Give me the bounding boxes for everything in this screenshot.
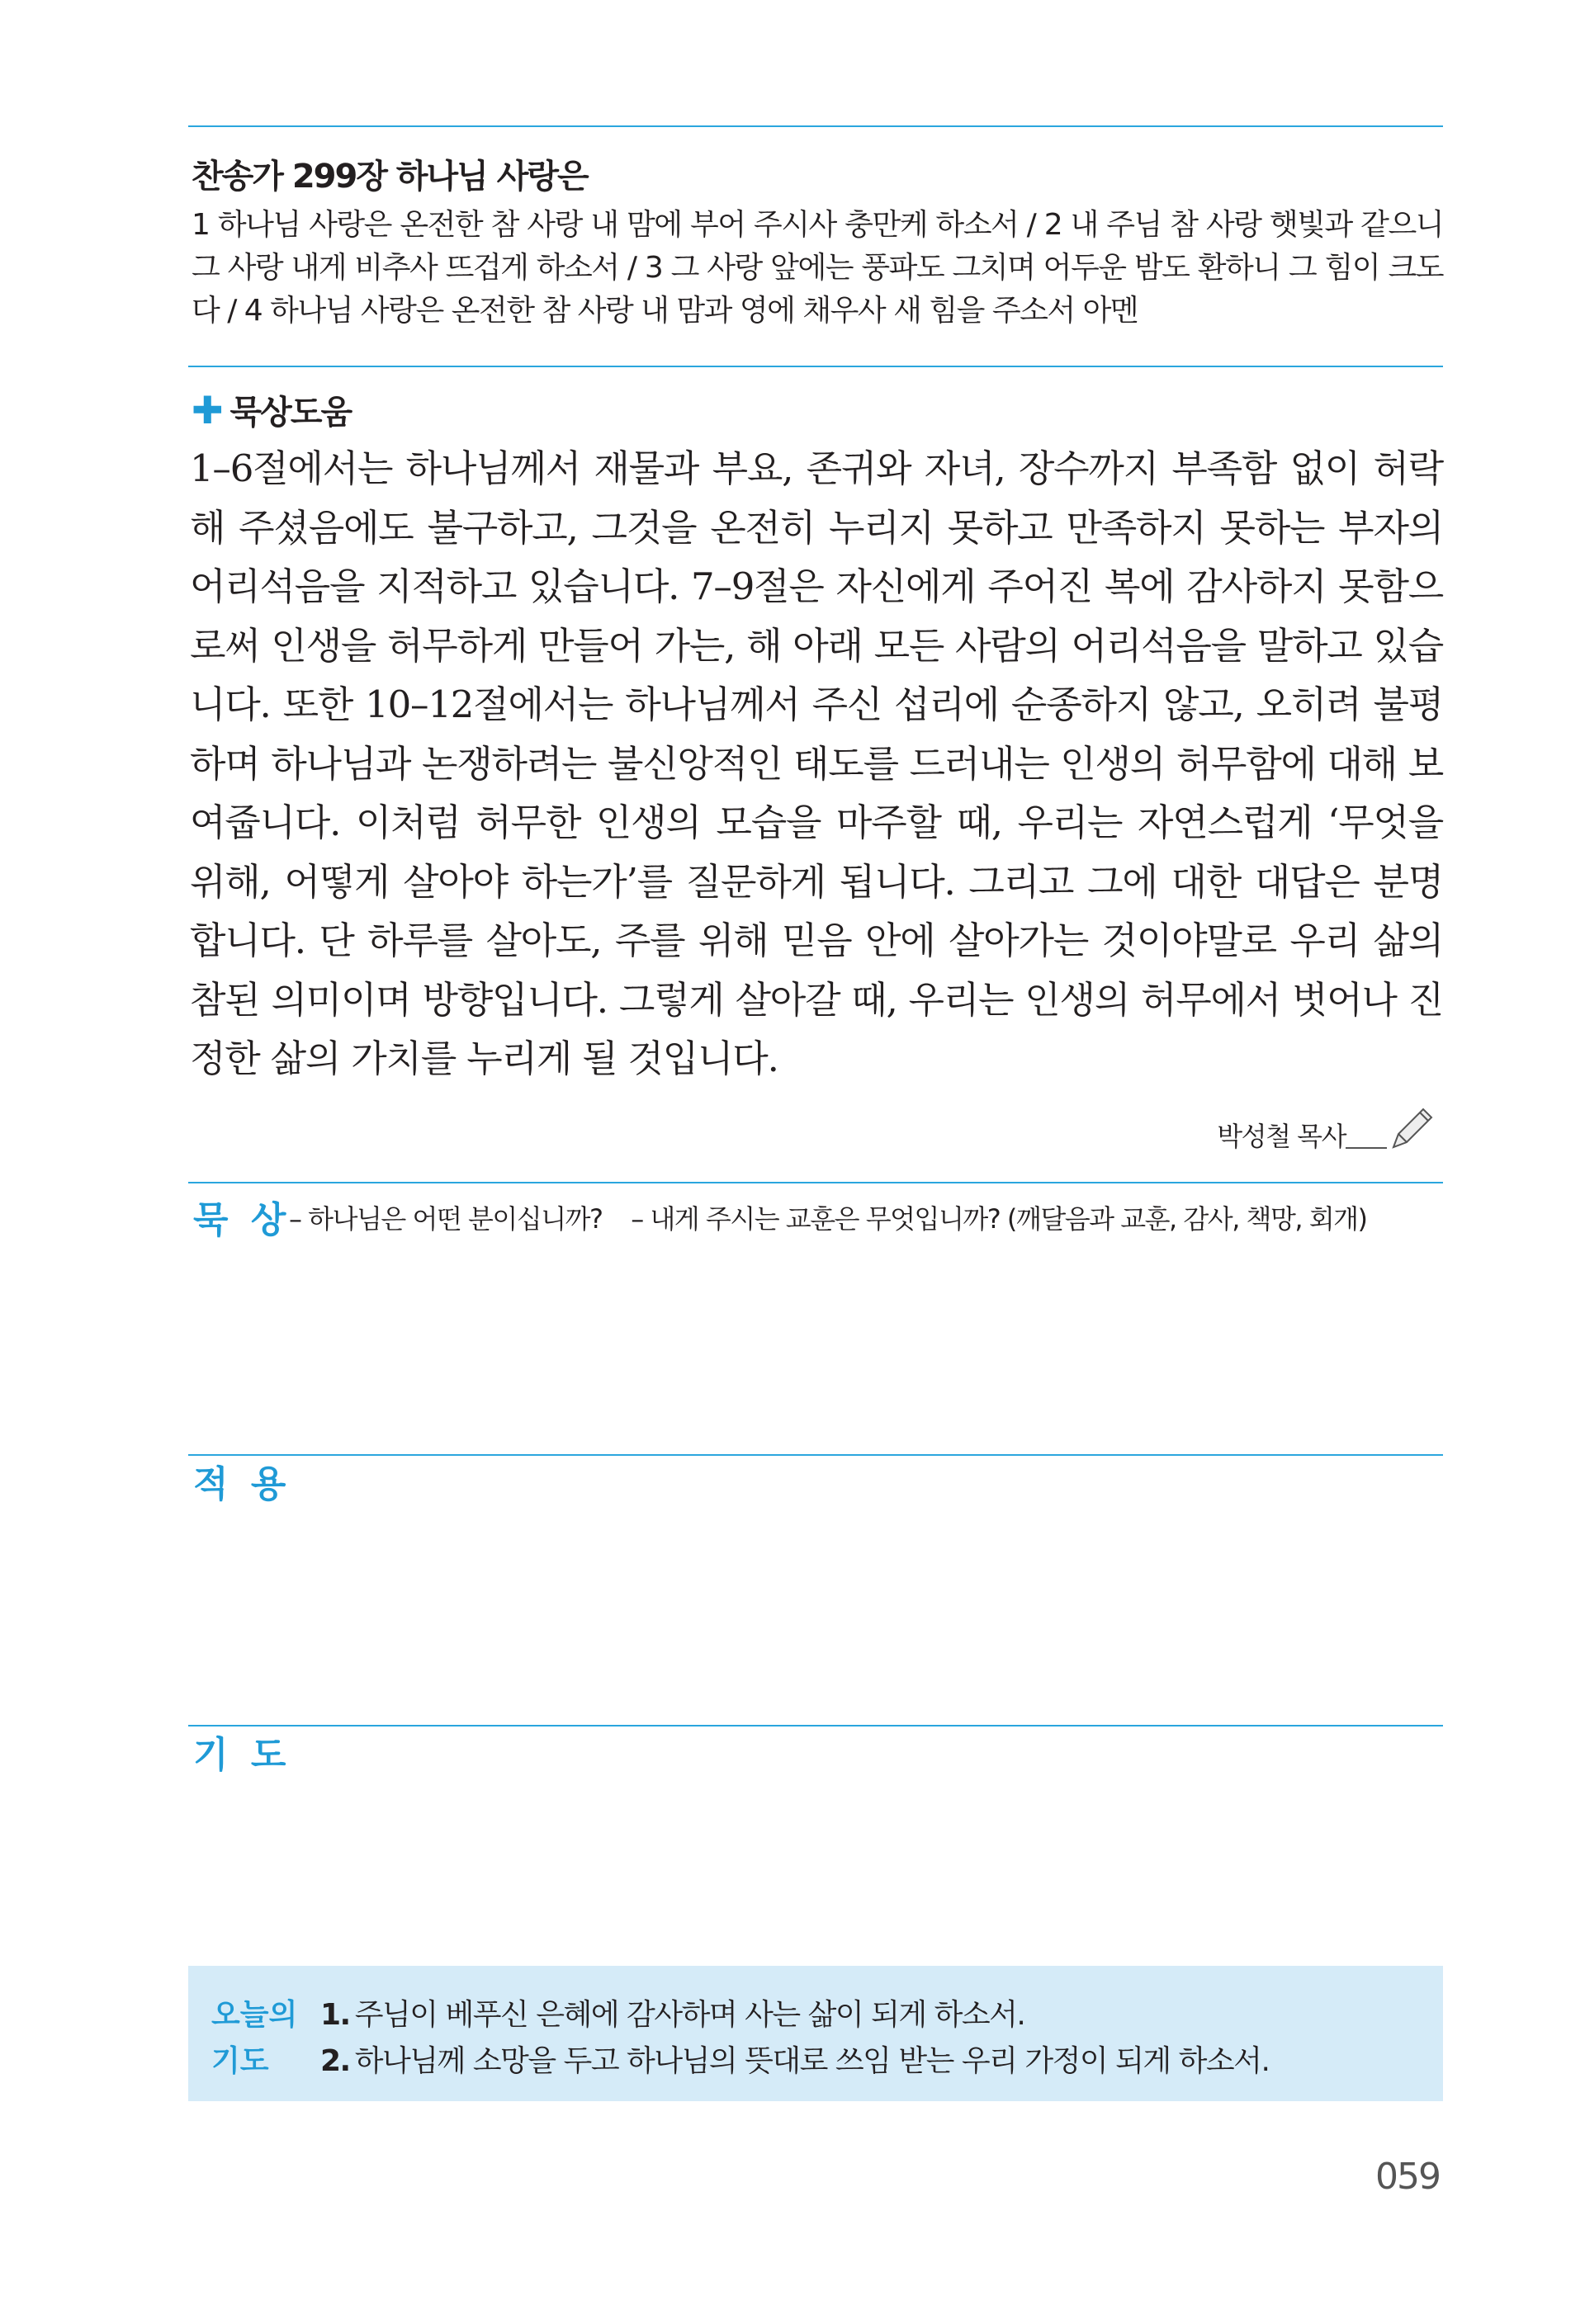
- author-name: 박성철 목사: [1217, 1121, 1346, 1152]
- prayer-text: 하나님께 소망을 두고 하나님의 뜻대로 쓰임 받는 우리 가정이 되게 하소서.: [354, 2044, 1270, 2078]
- meditation-label: 묵 상: [193, 1199, 291, 1241]
- question-1: – 하나님은 어떤 분이십니까?: [289, 1203, 603, 1235]
- meditation-divider: [188, 1182, 1443, 1183]
- prayer-divider: [188, 1725, 1443, 1726]
- todays-prayer-box: [188, 1966, 1443, 2101]
- hymn-lyrics: 1 하나님 사랑은 온전한 참 사랑 내 맘에 부어 주시사 충만케 하소서 / 2 내 주님 참 사랑 햇빛과 같으니 그 사랑 내게 비추사 뜨겁게 하소서 / 3 그 사랑 앞에는 풍파도 그치며 어두운 밤도 환하니 그 힘이 크도다 / 4 하나님 사랑은 온전한 참 사랑 내 맘과 영에 채우사 새 힘을 주소서 아멘: [192, 208, 1443, 328]
- signature-line: [1346, 1147, 1387, 1149]
- prayer-list: [320, 1992, 1269, 2085]
- question-2: – 내게 주시는 교훈은 무엇입니까? (깨달음과 교훈, 감사, 책망, 회개): [631, 1203, 1367, 1235]
- hymn-divider: [188, 366, 1443, 367]
- hymn-title: 찬송가 299장 하나님 사랑은: [192, 158, 588, 196]
- application-divider: [188, 1454, 1443, 1456]
- page-number: 059: [1375, 2156, 1440, 2198]
- prayer-num: 2.: [320, 2044, 350, 2078]
- guide-body: 1–6절에서는 하나님께서 재물과 부요, 존귀와 자녀, 장수까지 부족함 없이 허락해 주셨음에도 불구하고, 그것을 온전히 누리지 못하고 만족하지 못하는 부자의 어리석음을 지적하고 있습니다. 7–9절은 자신에게 주어진 복에 감사하지 못함으로써 인생을 허무하게 만들어 가는, 해 아래 모든 사람의 어리석음을 말하고 있습니다. 또한 10–12절에서는 하나님께서 주신 섭리에 순종하지 않고, 오히려 불평하며 하나님과 논쟁하려는 불신앙적인 태도를 드러내는 인생의 허무함에 대해 보여줍니다. 이처럼 허무한 인생의 모습을 마주할 때, 우리는 자연스럽게 ‘무엇을 위해, 어떻게 살아야 하는가’를 질문하게 됩니다. 그리고 그에 대한 대답은 분명합니다. 단 하루를 살아도, 주를 위해 믿음 안에 살아가는 것이야말로 우리 삶의 참된 의미이며 방향입니다. 그렇게 살아갈 때, 우리는 인생의 허무에서 벗어나 진정한 삶의 가치를 누리게 될 것입니다.: [190, 446, 1443, 1080]
- application-label: 적 용: [193, 1463, 291, 1505]
- todays-prayer-label: 오늘의 기도: [211, 1998, 298, 2078]
- prayer-label: 기 도: [193, 1734, 291, 1776]
- prayer-text: 주님이 베푸신 은혜에 감사하며 사는 삶이 되게 하소서.: [354, 1998, 1025, 2032]
- guide-heading: [192, 386, 351, 433]
- prayer-item: [320, 1992, 1269, 2038]
- hymn-block: [192, 150, 1443, 333]
- author-signature: [1217, 1104, 1436, 1154]
- pencil-icon: [1387, 1104, 1436, 1154]
- meditation-questions: [289, 1198, 1389, 1236]
- plus-icon: ✚: [192, 387, 222, 432]
- prayer-num: 1.: [320, 1998, 350, 2032]
- prayer-item: [320, 2038, 1269, 2085]
- top-divider: [188, 125, 1443, 127]
- guide-title: 묵상도움: [229, 394, 352, 432]
